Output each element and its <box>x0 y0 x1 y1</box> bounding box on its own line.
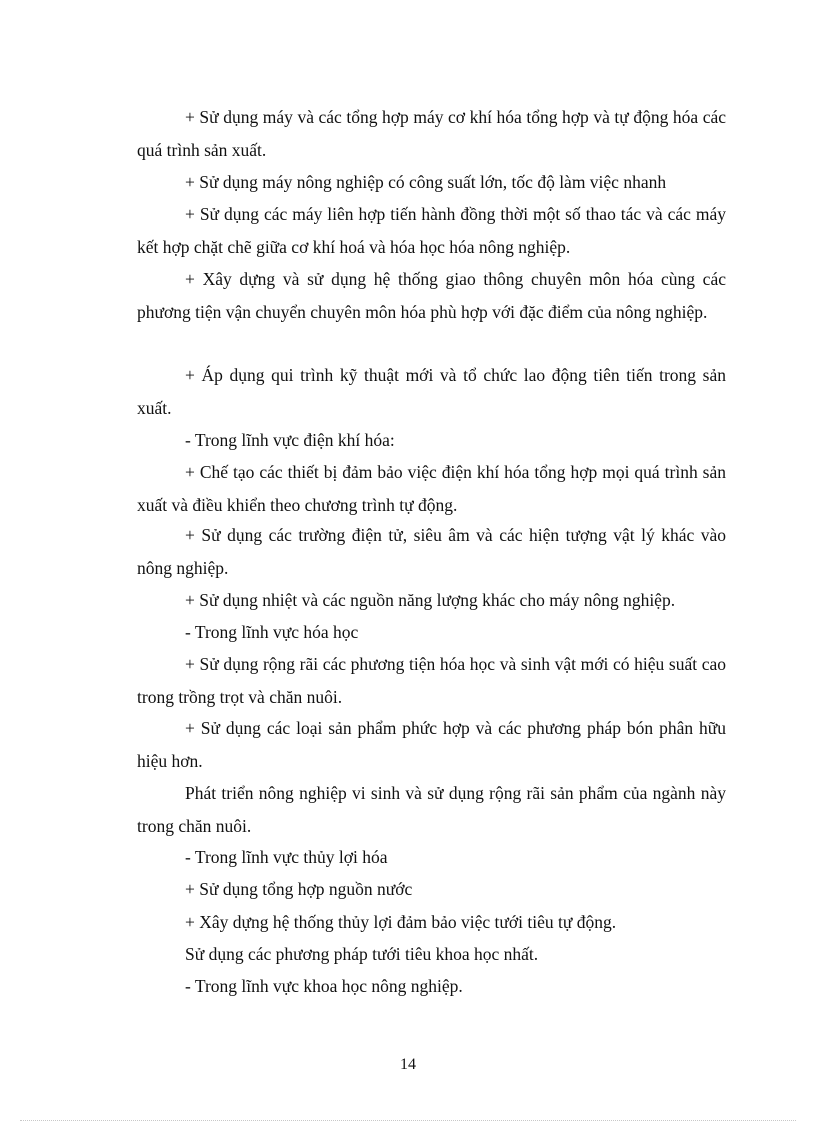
paragraph-new-techniques: + Áp dụng qui trình kỹ thuật mới và tổ chức lao động tiên tiến trong sản xuất. <box>137 365 726 418</box>
paragraph-high-power-machines: + Sử dụng máy nông nghiệp có công suất lớn, tốc độ làm việc nhanh <box>185 172 667 192</box>
heading-electrification: - Trong lĩnh vực điện khí hóa: <box>185 430 395 450</box>
paragraph-combined-machines: + Sử dụng các máy liên hợp tiến hành đồng thời một số thao tác và các máy kết hợp chặt chẽ giữa cơ khí hoá và hóa học hóa nông nghiệp. <box>137 204 726 257</box>
paragraph-complex-products: + Sử dụng các loại sản phẩm phức hợp và các phương pháp bón phân hữu hiệu hơn. <box>137 718 726 771</box>
paragraph-microbial-agriculture: Phát triển nông nghiệp vi sinh và sử dụng rộng rãi sản phẩm của ngành này trong chăn nuôi. <box>137 783 726 836</box>
paragraph-electronic-fields: + Sử dụng các trường điện tử, siêu âm và các hiện tượng vật lý khác vào nông nghiệp. <box>137 525 726 578</box>
paragraph-chemical-means: + Sử dụng rộng rãi các phương tiện hóa học và sinh vật mới có hiệu suất cao trong trồng trọt và chăn nuôi. <box>137 654 726 707</box>
paragraph-irrigation-system: + Xây dựng hệ thống thủy lợi đảm bảo việc tưới tiêu tự động. <box>185 912 617 932</box>
page-number: 14 <box>400 1056 416 1073</box>
heading-agricultural-science: - Trong lĩnh vực khoa học nông nghiệp. <box>185 976 463 996</box>
paragraph-transport-system: + Xây dựng và sử dụng hệ thống giao thông chuyên môn hóa cùng các phương tiện vận chuyển chuyên môn hóa phù hợp với đặc điểm của nông nghiệp. <box>137 269 726 322</box>
paragraph-electrical-equipment: + Chế tạo các thiết bị đảm bảo việc điện khí hóa tổng hợp mọi quá trình sản xuất và điều khiển theo chương trình tự động. <box>137 462 726 515</box>
paragraph-irrigation-methods: Sử dụng các phương pháp tưới tiêu khoa học nhất. <box>185 944 539 964</box>
page-bottom-dotted-border <box>20 1120 796 1121</box>
paragraph-water-sources: + Sử dụng tổng hợp nguồn nước <box>185 879 413 899</box>
heading-chemistry: - Trong lĩnh vực hóa học <box>185 622 359 642</box>
paragraph-mechanization-automation: + Sử dụng máy và các tổng hợp máy cơ khí hóa tổng hợp và tự động hóa các quá trình sản xuất. <box>137 107 726 160</box>
heading-irrigation: - Trong lĩnh vực thủy lợi hóa <box>185 847 388 867</box>
paragraph-heat-energy: + Sử dụng nhiệt và các nguồn năng lượng khác cho máy nông nghiệp. <box>185 590 676 610</box>
